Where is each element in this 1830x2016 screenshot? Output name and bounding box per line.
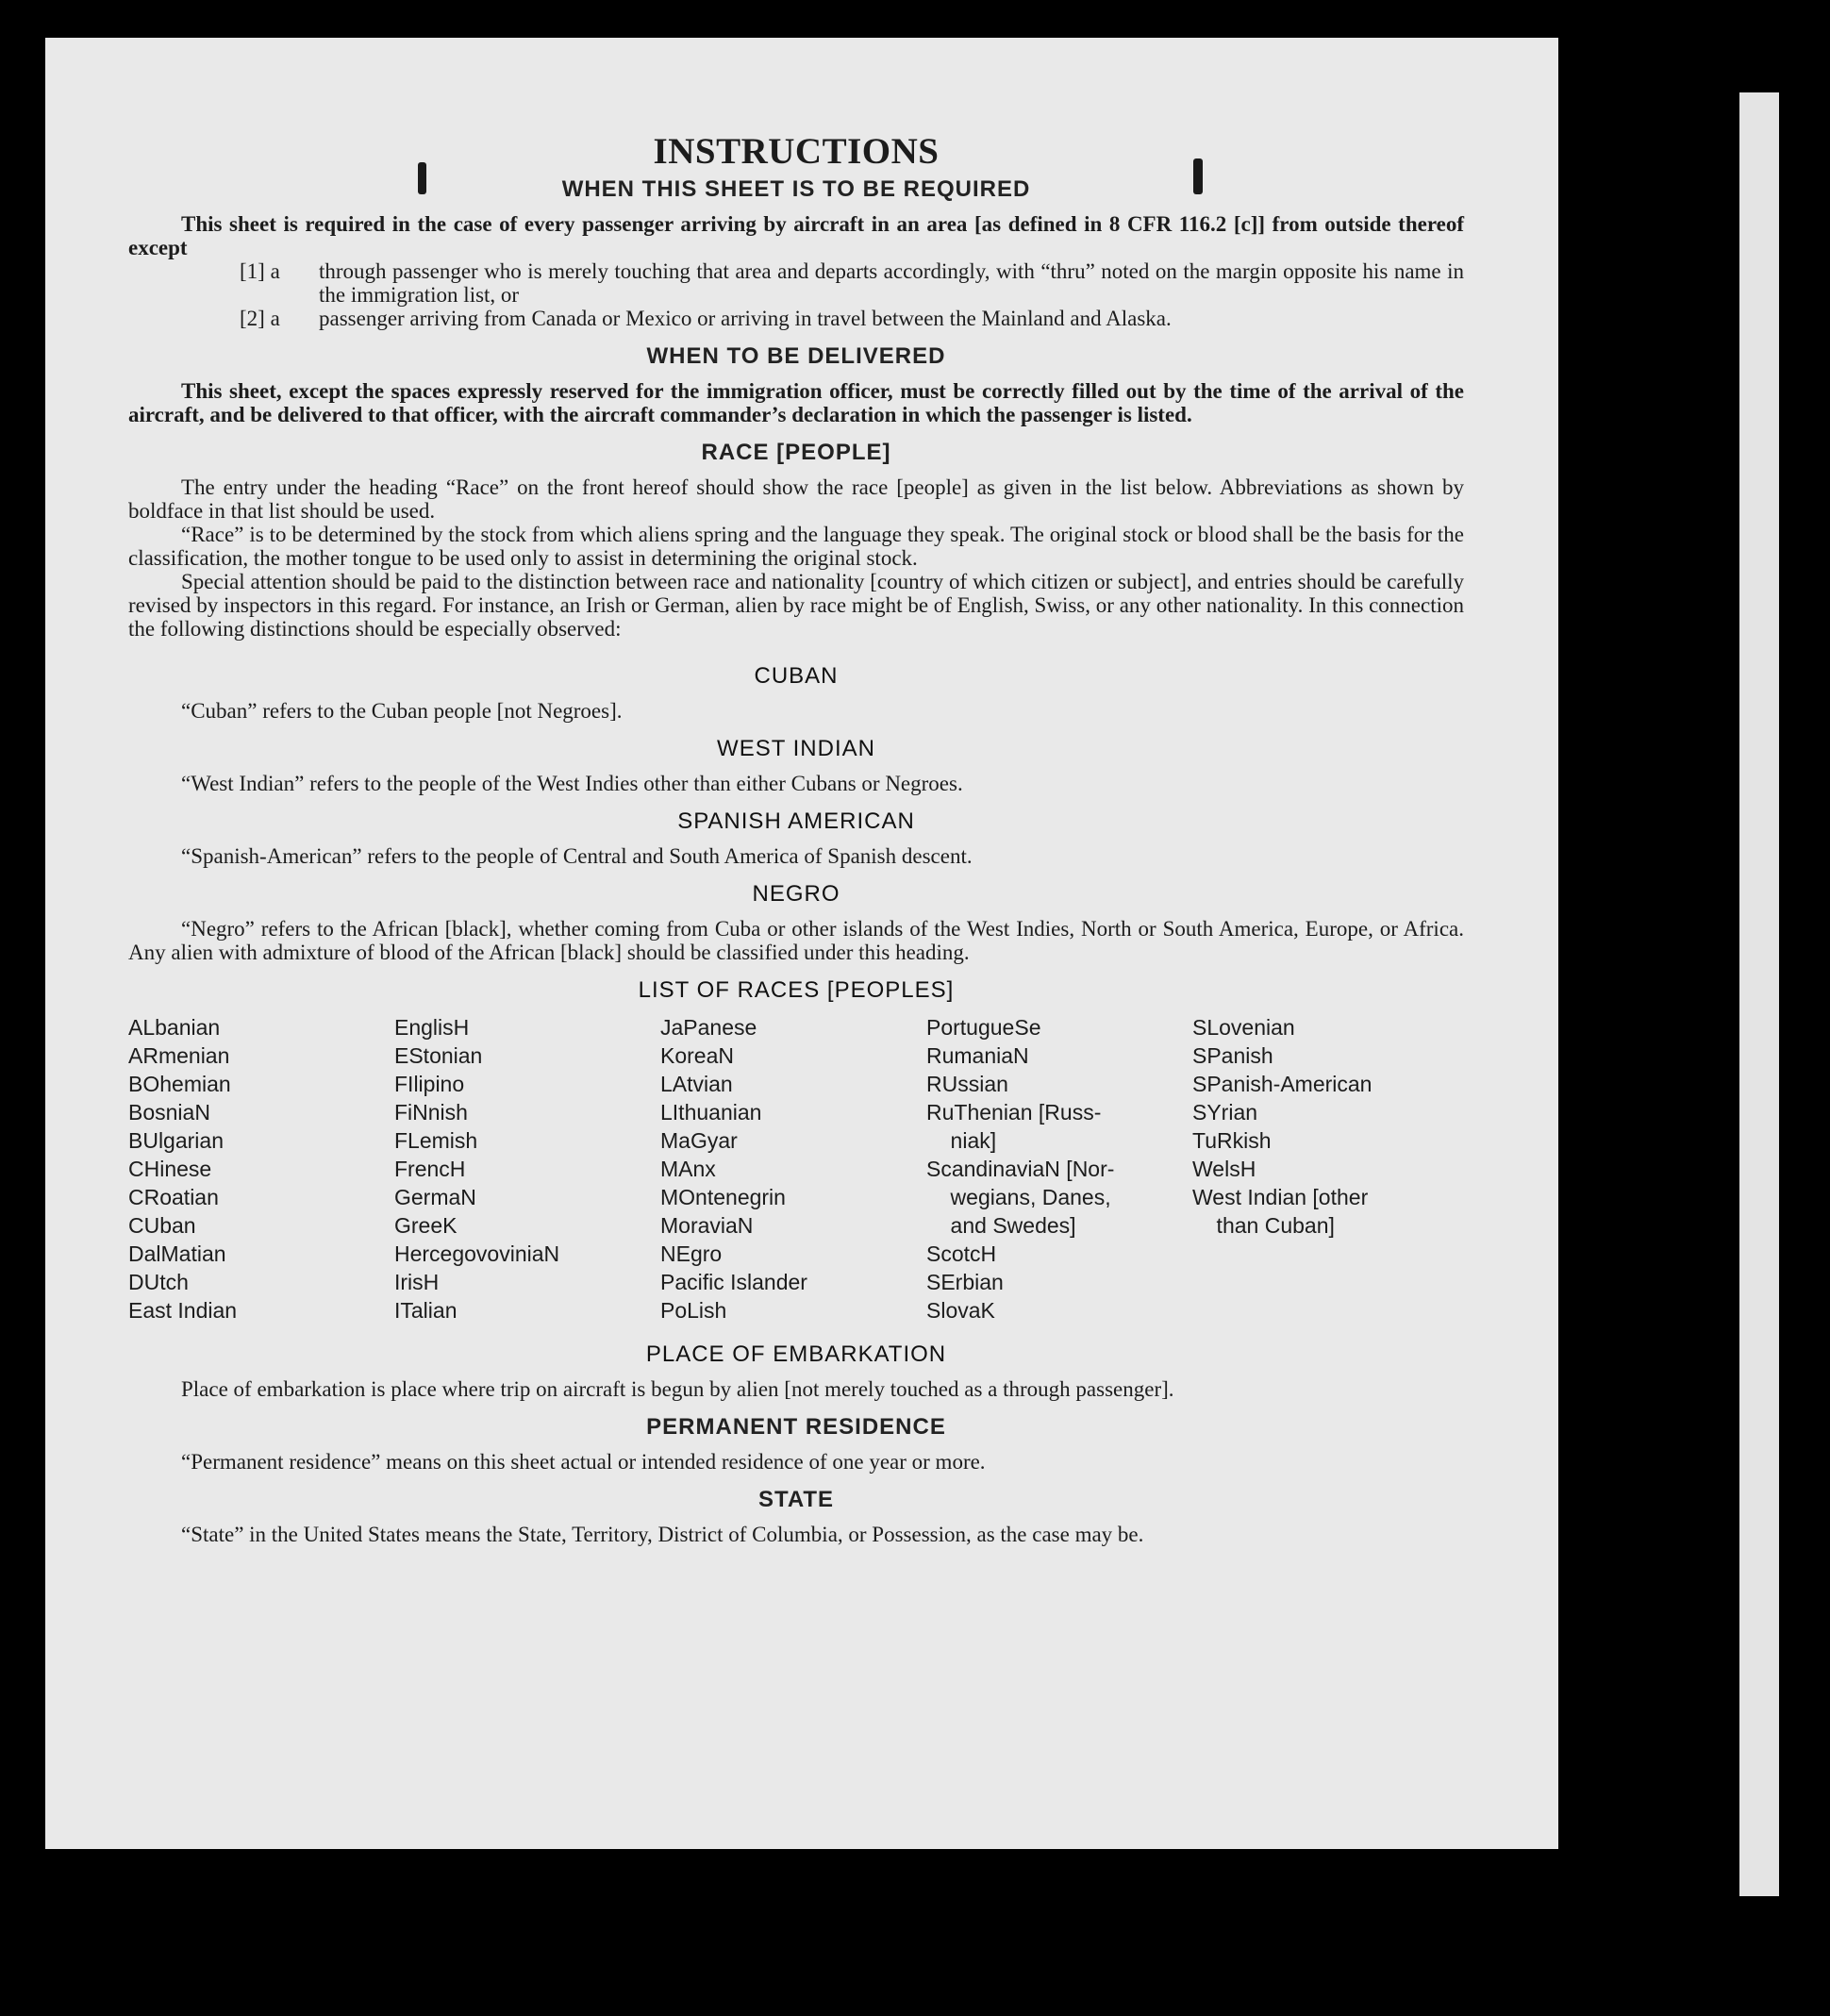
race-entry: BosniaN: [128, 1100, 210, 1125]
race-entry: JaPanese: [660, 1015, 757, 1040]
race-paragraph-2: “Race” is to be determined by the stock from which aliens spring and the language they speak. The original stock or blood shall be the basis for the classification, the mother tongue to be used only to assist in determining the original stock.: [128, 523, 1464, 570]
race-entry: DalMatian: [128, 1241, 226, 1266]
race-entry: WelsH: [1192, 1157, 1256, 1181]
cuban-text: “Cuban” refers to the Cuban people [not Negroes].: [181, 699, 623, 723]
west-indian-text: “West Indian” refers to the people of the West Indies other than either Cubans or Negroes.: [181, 772, 963, 795]
race-entry: RumaniaN: [926, 1043, 1029, 1068]
race-entry: NEgro: [660, 1241, 723, 1266]
race-entry: SErbian: [926, 1270, 1004, 1294]
race-entry: MOntenegrin: [660, 1185, 786, 1209]
race-entry: EStonian: [394, 1043, 483, 1068]
race-entry: PoLish: [660, 1298, 727, 1323]
heading-negro: NEGRO: [752, 881, 840, 907]
heading-west-indian: WEST INDIAN: [717, 736, 875, 761]
race-paragraph-1: The entry under the heading “Race” on the front hereof should show the race [people] as given in the list below. Abbreviations as shown by boldface in that list should be used.: [128, 475, 1464, 523]
races-list: [128, 1013, 1464, 1325]
page-title: INSTRUCTIONS: [653, 131, 940, 172]
required-item-2: [240, 307, 1464, 330]
heading-spanish-american: SPANISH AMERICAN: [677, 808, 915, 834]
race-entry: ARmenian: [128, 1043, 230, 1068]
race-entry: than Cuban]: [1192, 1213, 1335, 1238]
races-column: [660, 1013, 926, 1325]
required-item-1-text: through passenger who is merely touching that area and departs accordingly, with “thru” noted on the margin opposite his name in the immigration list, or: [319, 259, 1464, 307]
race-entry: Pacific Islander: [660, 1270, 807, 1294]
race-entry: ScandinaviaN [Nor-: [926, 1157, 1115, 1181]
required-item-1: [240, 259, 1464, 307]
race-entry: MAnx: [660, 1157, 716, 1181]
required-item-1-num: [1] a: [240, 259, 280, 283]
spanish-american-text: “Spanish-American” refers to the people of Central and South America of Spanish descent.: [181, 844, 973, 868]
race-entry: FIlipino: [394, 1072, 465, 1096]
required-item-2-num: [2] a: [240, 307, 280, 330]
race-entry: GermaN: [394, 1185, 476, 1209]
race-entry: ALbanian: [128, 1015, 221, 1040]
race-entry: SPanish-American: [1192, 1072, 1372, 1096]
race-entry: SYrian: [1192, 1100, 1258, 1125]
race-entry: BUlgarian: [128, 1128, 224, 1153]
state-text: “State” in the United States means the State, Territory, District of Columbia, or Possession, as the case may be.: [181, 1523, 1144, 1546]
heading-list-of-races: LIST OF RACES [PEOPLES]: [638, 977, 955, 1003]
heading-delivered: WHEN TO BE DELIVERED: [646, 343, 946, 369]
race-entry: BOhemian: [128, 1072, 231, 1096]
race-entry: CRoatian: [128, 1185, 219, 1209]
race-entry: PortugueSe: [926, 1015, 1041, 1040]
race-entry: KoreaN: [660, 1043, 734, 1068]
race-entry: DUtch: [128, 1270, 189, 1294]
heading-required: WHEN THIS SHEET IS TO BE REQUIRED: [561, 176, 1031, 202]
race-entry: ScotcH: [926, 1241, 997, 1266]
race-entry: LIthuanian: [660, 1100, 762, 1125]
race-entry: wegians, Danes,: [926, 1185, 1111, 1209]
embarkation-text: Place of embarkation is place where trip on aircraft is begun by alien [not merely touched as a through passenger].: [181, 1377, 1174, 1401]
races-column: [128, 1013, 394, 1325]
heading-cuban: CUBAN: [754, 663, 839, 689]
race-entry: ITalian: [394, 1298, 458, 1323]
race-entry: EnglisH: [394, 1015, 470, 1040]
race-entry: MaGyar: [660, 1128, 738, 1153]
race-entry: RUssian: [926, 1072, 1008, 1096]
race-entry: niak]: [926, 1128, 997, 1153]
heading-embarkation: PLACE OF EMBARKATION: [645, 1341, 947, 1367]
race-entry: MoraviaN: [660, 1213, 754, 1238]
race-entry: SPanish: [1192, 1043, 1273, 1068]
race-entry: SLovenian: [1192, 1015, 1295, 1040]
heading-residence: PERMANENT RESIDENCE: [646, 1414, 946, 1440]
race-entry: FiNnish: [394, 1100, 468, 1125]
race-entry: LAtvian: [660, 1072, 733, 1096]
delivered-text: This sheet, except the spaces expressly reserved for the immigration officer, must be correctly filled out by the time of the arrival of the aircraft, and be delivered to that officer, with the aircraft commander’s declaration in which the passenger is listed.: [128, 379, 1464, 426]
race-entry: HercegovoviniaN: [394, 1241, 560, 1266]
residence-text: “Permanent residence” means on this sheet actual or intended residence of one year or more.: [181, 1450, 986, 1474]
race-entry: FrencH: [394, 1157, 466, 1181]
heading-race: RACE [PEOPLE]: [701, 440, 891, 465]
required-intro: This sheet is required in the case of every passenger arriving by aircraft in an area [as defined in 8 CFR 116.2 [c]] from outside thereof except: [128, 212, 1464, 259]
races-column: [394, 1013, 660, 1325]
race-entry: SlovaK: [926, 1298, 995, 1323]
instructions-content: [128, 91, 1464, 1546]
race-entry: CHinese: [128, 1157, 212, 1181]
negro-text: “Negro” refers to the African [black], whether coming from Cuba or other islands of the West Indies, North or South America, Europe, or Africa. Any alien with admixture of blood of the African [black] should be classified under this heading.: [128, 917, 1464, 964]
race-paragraph-3: Special attention should be paid to the distinction between race and nationality [country of which citizen or subject], and entries should be carefully revised by inspectors in this regard. For instance, an Irish or German, alien by race might be of English, Swiss, or any other nationality. In this connection the following distinctions should be especially observed:: [128, 570, 1464, 641]
heading-state: STATE: [757, 1487, 835, 1512]
race-entry: RuThenian [Russ-: [926, 1100, 1102, 1125]
race-entry: GreeK: [394, 1213, 458, 1238]
race-entry: TuRkish: [1192, 1128, 1272, 1153]
adjacent-page-strip: [1739, 92, 1779, 1896]
race-entry: FLemish: [394, 1128, 478, 1153]
races-column: [926, 1013, 1192, 1325]
races-column: [1192, 1013, 1464, 1325]
race-entry: West Indian [other: [1192, 1185, 1369, 1209]
race-entry: and Swedes]: [926, 1213, 1076, 1238]
race-entry: CUban: [128, 1213, 196, 1238]
race-entry: East Indian: [128, 1298, 238, 1323]
required-item-2-text: passenger arriving from Canada or Mexico or arriving in travel between the Mainland and Alaska.: [319, 307, 1172, 330]
race-entry: IrisH: [394, 1270, 440, 1294]
